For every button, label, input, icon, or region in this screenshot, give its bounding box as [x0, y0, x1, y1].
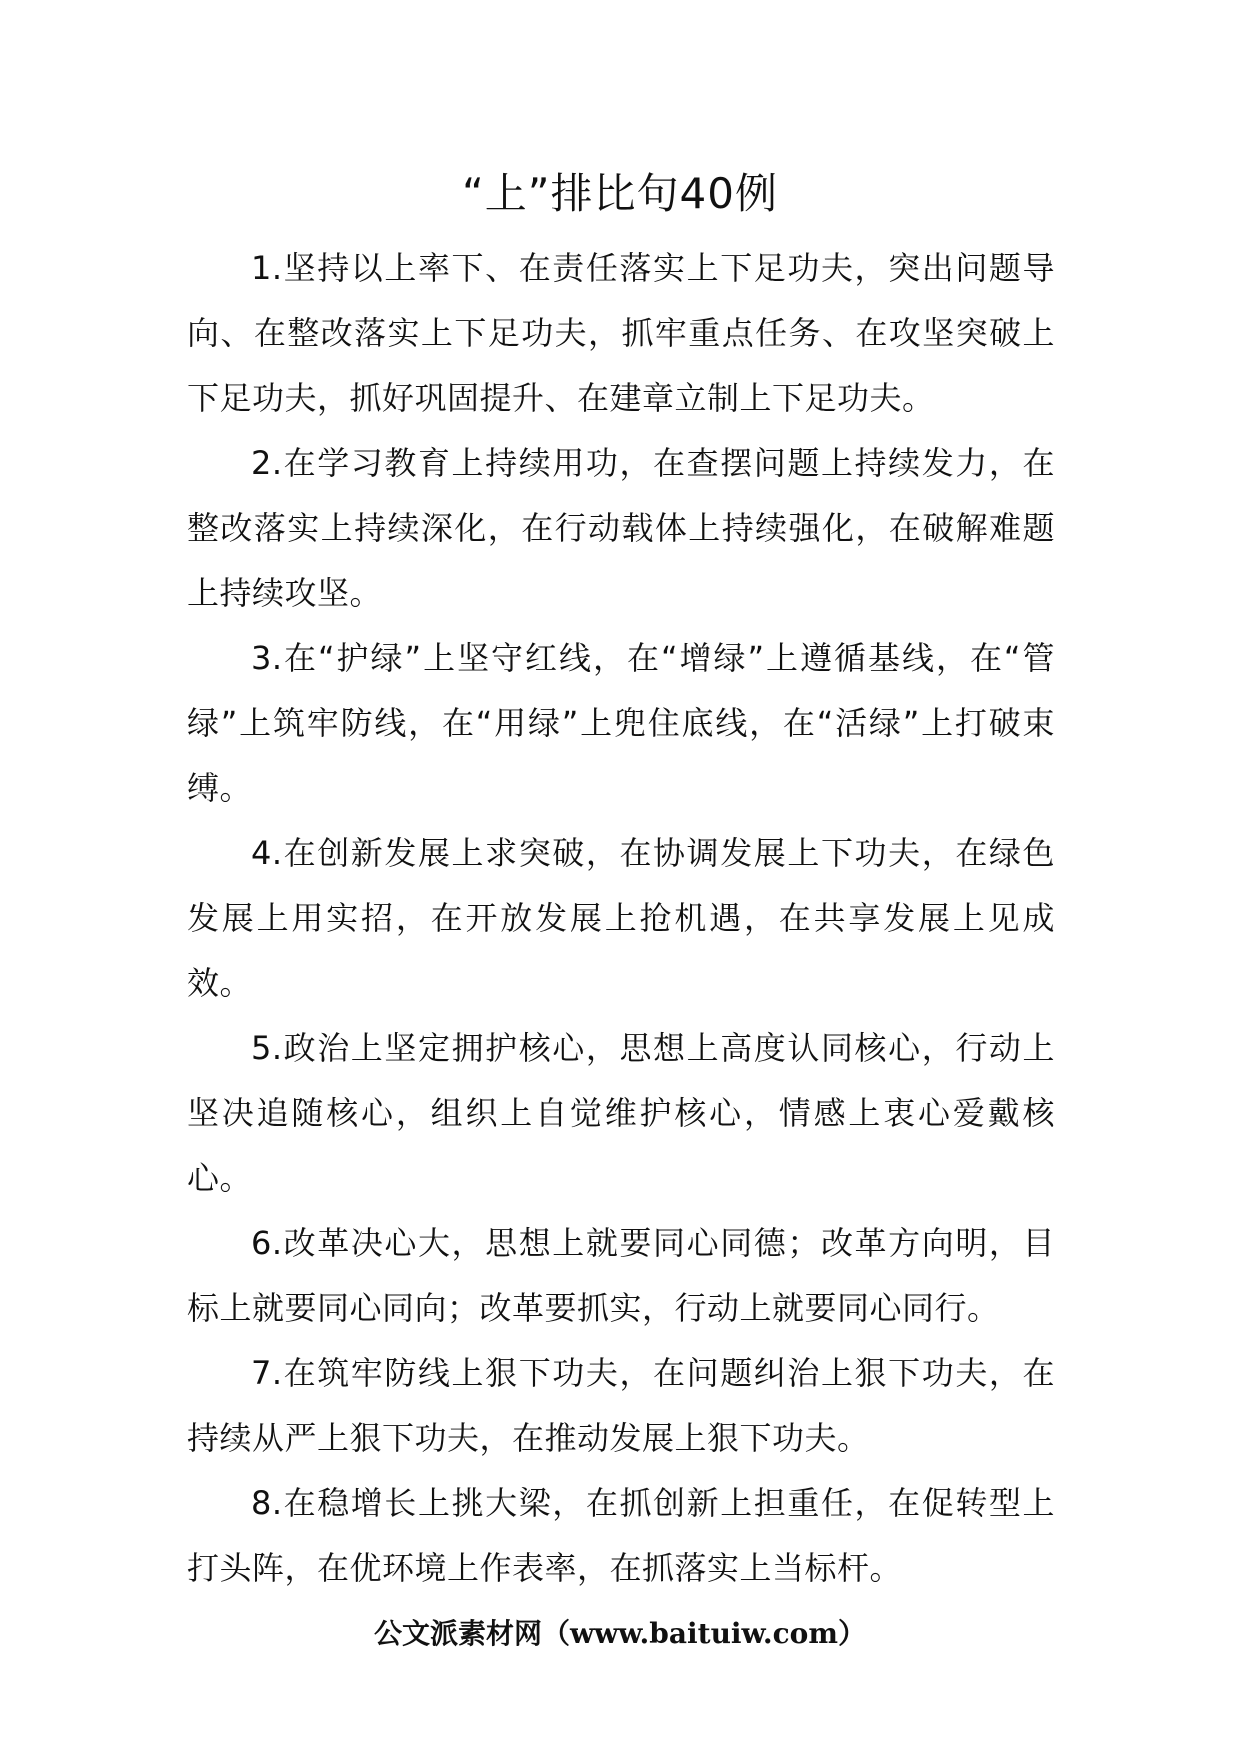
paragraph-2: 2.在学习教育上持续用功，在查摆问题上持续发力，在整改落实上持续深化，在行动载体上持续强化，在破解难题上持续攻坚。 — [187, 444, 1055, 612]
paragraph-3: 3.在“护绿”上坚守红线，在“增绿”上遵循基线，在“管绿”上筑牢防线，在“用绿”上兜住底线，在“活绿”上打破束缚。 — [187, 639, 1055, 807]
paragraph-8: 8.在稳增长上挑大梁，在抓创新上担重任，在促转型上打头阵，在优环境上作表率，在抓落实上当标杆。 — [187, 1484, 1055, 1587]
document-title: “上”排比句40例 — [462, 169, 778, 218]
paragraph-1: 1.坚持以上率下、在责任落实上下足功夫，突出问题导向、在整改落实上下足功夫，抓牢重点任务、在攻坚突破上下足功夫，抓好巩固提升、在建章立制上下足功夫。 — [187, 249, 1055, 417]
paragraph-4: 4.在创新发展上求突破，在协调发展上下功夫，在绿色发展上用实招，在开放发展上抢机遇，在共享发展上见成效。 — [187, 834, 1055, 1002]
paragraph-7: 7.在筑牢防线上狠下功夫，在问题纠治上狠下功夫，在持续从严上狠下功夫，在推动发展上狠下功夫。 — [187, 1354, 1055, 1457]
page-footer-source: 公文派素材网（www.baituiw.com） — [374, 1617, 866, 1650]
paragraph-5: 5.政治上坚定拥护核心，思想上高度认同核心，行动上坚决追随核心，组织上自觉维护核心，情感上衷心爱戴核心。 — [187, 1029, 1055, 1197]
document-body — [187, 236, 1055, 1601]
paragraph-6: 6.改革决心大，思想上就要同心同德；改革方向明，目标上就要同心同向；改革要抓实，行动上就要同心同行。 — [187, 1224, 1055, 1327]
